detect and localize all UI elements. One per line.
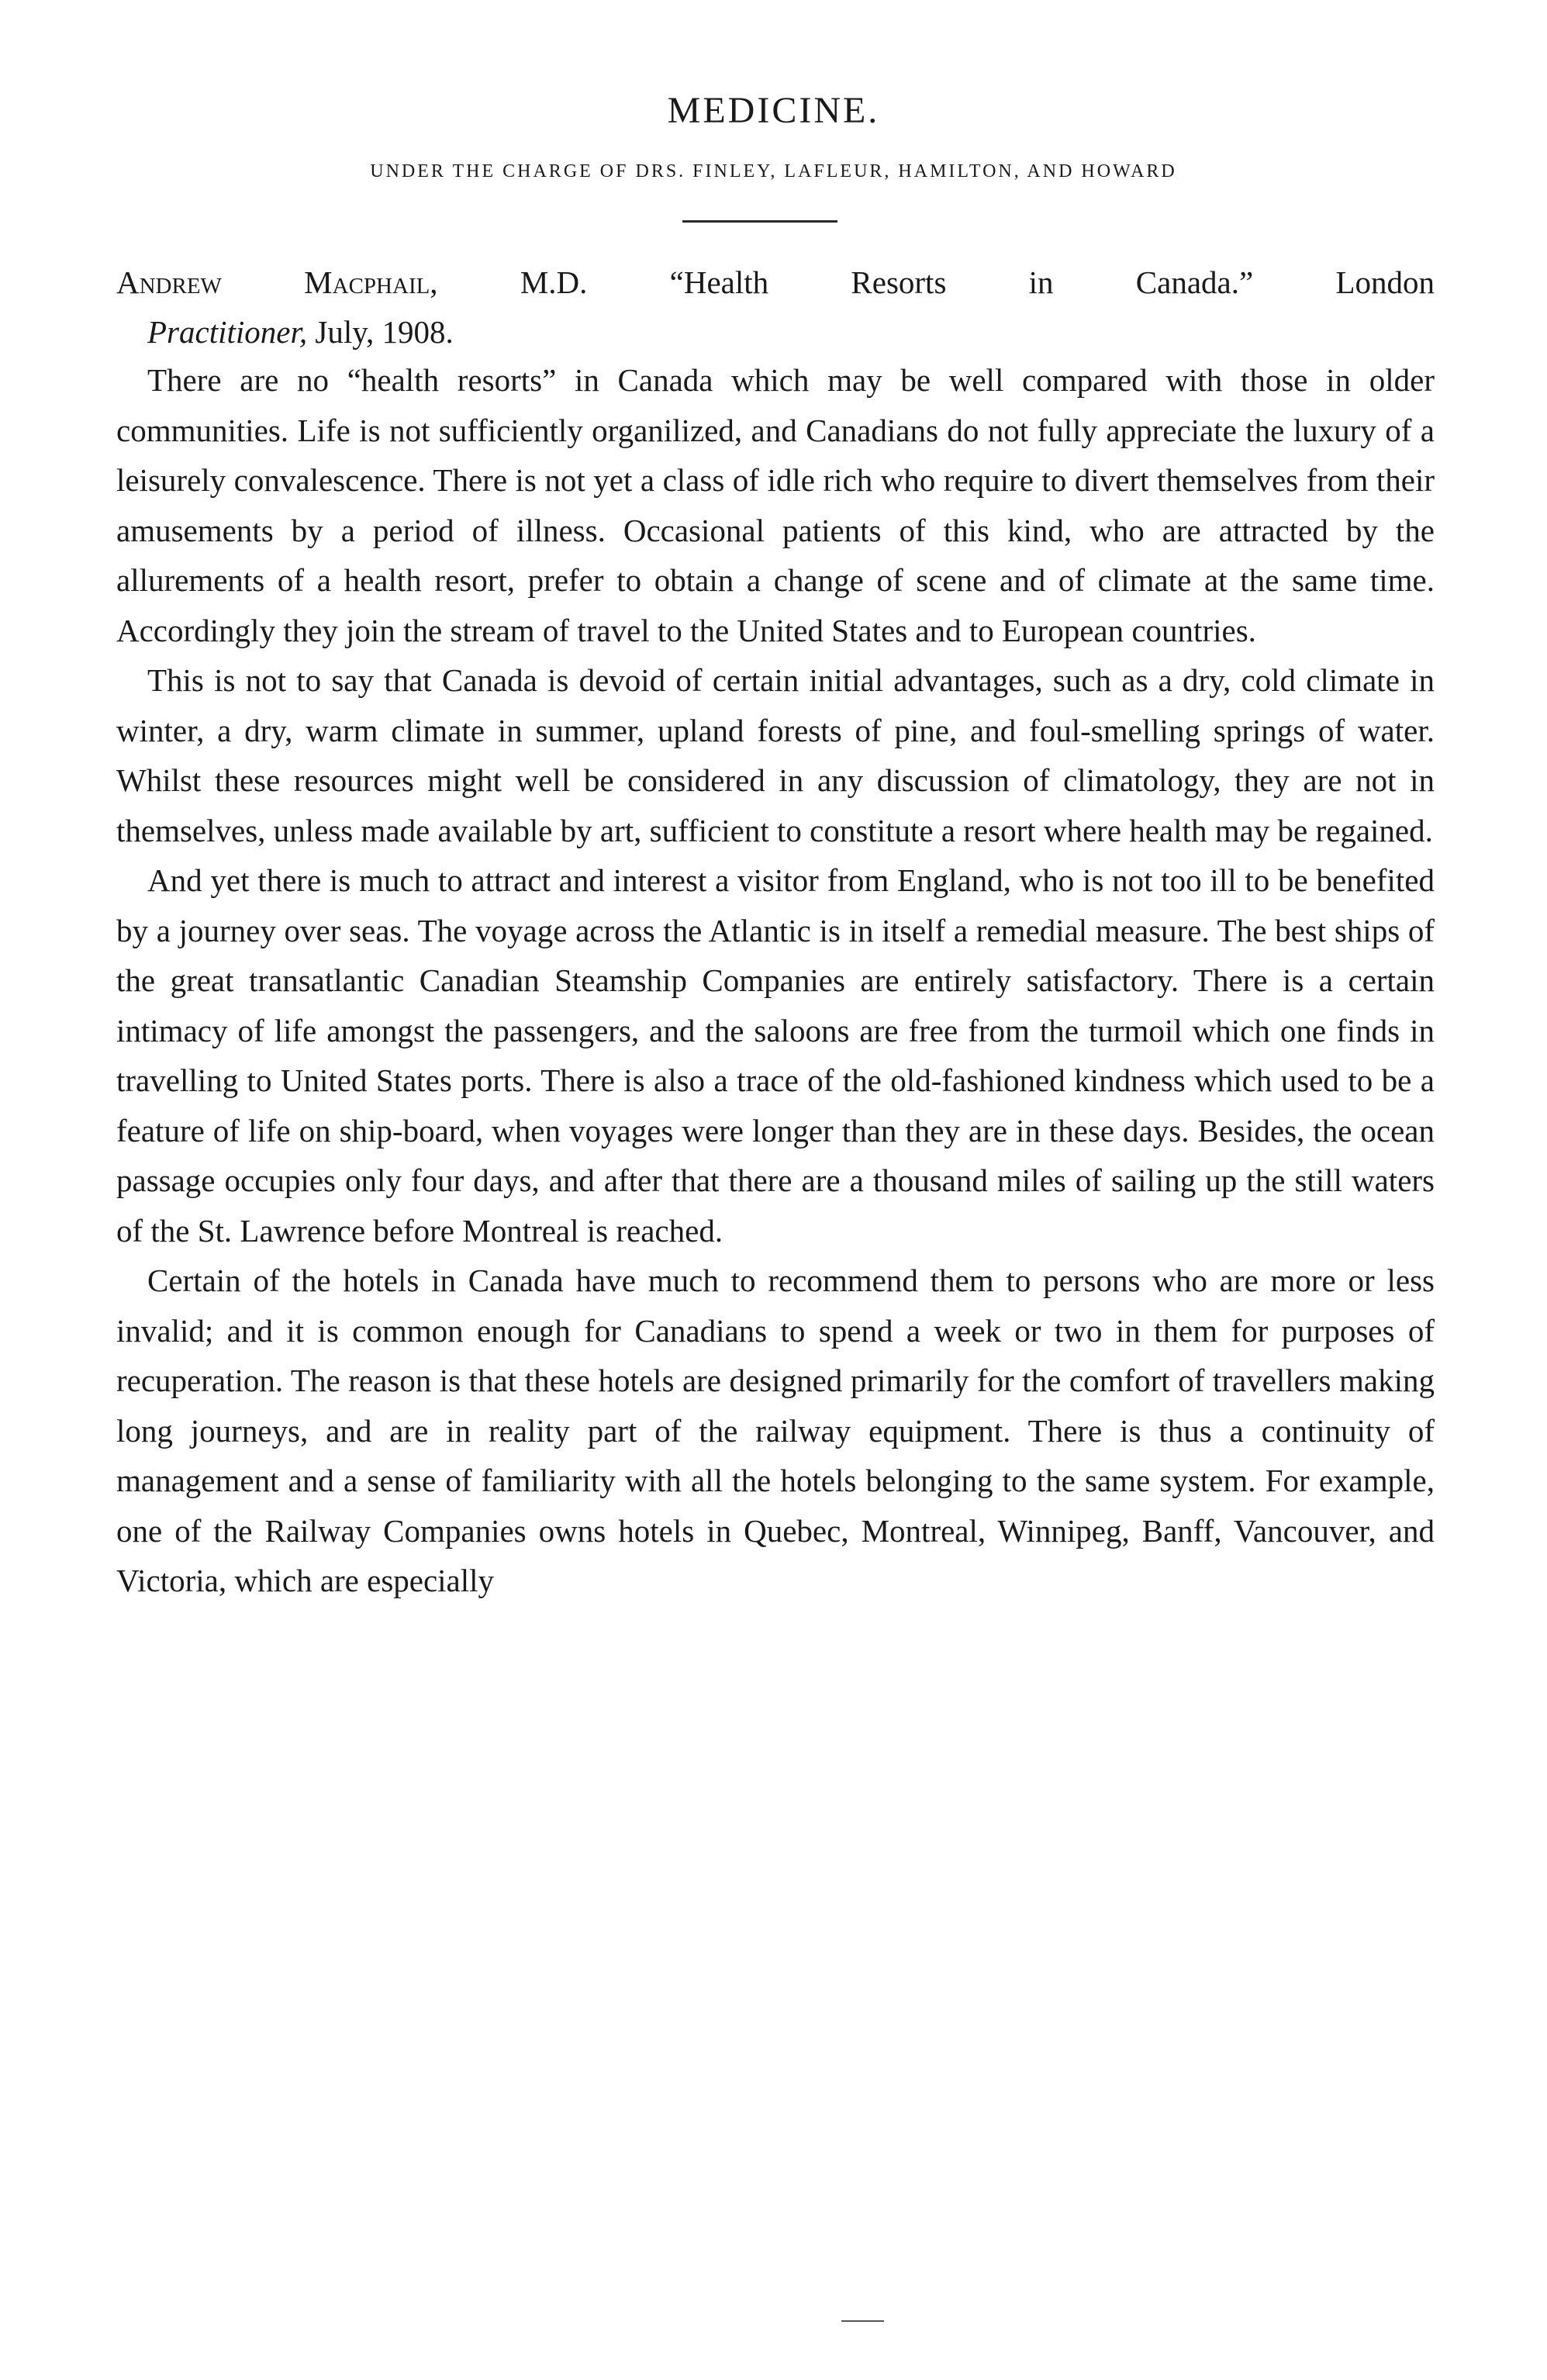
article-citation	[116, 257, 1435, 357]
paragraph: This is not to say that Canada is devoid of certain initial advantages, such as a dry, cold climate in winter, a dry, warm climate in summer, upland forests of pine, and foul-smelling springs of water. Whilst these resources might well be considered in any discussion of climatology, they are not in themselves, unless made available by art, sufficient to constitute a resort where health may be regained.	[116, 662, 1435, 848]
citation-date: July, 1908.	[315, 314, 454, 350]
citation-author: Andrew Macphail, M.D.	[116, 264, 588, 300]
title-divider	[682, 220, 837, 223]
citation-line-2	[116, 307, 1435, 357]
section-editors: UNDER THE CHARGE OF DRS. FINLEY, LAFLEUR, HAMILTON, AND HOWARD	[370, 161, 1177, 181]
paragraph: There are no “health resorts” in Canada which may be well compared with those in older communities. Life is not sufficiently organilized, and Canadians do not fully appreciate the luxury of a leisurely convalescence. There is not yet a class of idle rich who require to divert themselves from their amusements by a period of illness. Occasional patients of this kind, who are attracted by the allurements of a health resort, prefer to obtain a change of scene and of climate at the same time. Accordingly they join the stream of travel to the United States and to European countries.	[116, 362, 1435, 648]
article-body	[116, 355, 1435, 1606]
paragraph: Certain of the hotels in Canada have much to recommend them to persons who are more or less invalid; and it is common enough for Canadians to spend a week or two in them for purposes of recuperation. The reason is that these hotels are designed primarily for the comfort of travellers making long journeys, and are in reality part of the railway equipment. There is thus a continuity of management and a sense of familiarity with all the hotels belonging to the same system. For example, one of the Railway Companies owns hotels in Quebec, Montreal, Winnipeg, Banff, Vancouver, and Victoria, which are especially	[116, 1263, 1435, 1598]
paragraph: And yet there is much to attract and interest a visitor from England, who is not too ill to be benefited by a journey over seas. The voyage across the Atlantic is in itself a remedial measure. The best ships of the great transatlantic Canadian Steamship Companies are entirely satisfactory. There is a certain intimacy of life amongst the passengers, and the saloons are free from the turmoil which one finds in travelling to United States ports. There is also a trace of the old-fashioned kindness which used to be a feature of life on ship-board, when voyages were longer than they are in these days. Besides, the ocean passage occupies only four days, and after that there are a thousand miles of sailing up the still waters of the St. Lawrence before Montreal is reached.	[116, 862, 1435, 1249]
page-footer-mark	[841, 2320, 884, 2322]
citation-journal-name: Practitioner,	[147, 314, 308, 350]
citation-journal-location: London	[1335, 264, 1435, 300]
section-title: MEDICINE.	[667, 90, 880, 131]
citation-line-1	[116, 257, 1435, 307]
citation-article-title: “Health Resorts in Canada.”	[669, 264, 1254, 300]
